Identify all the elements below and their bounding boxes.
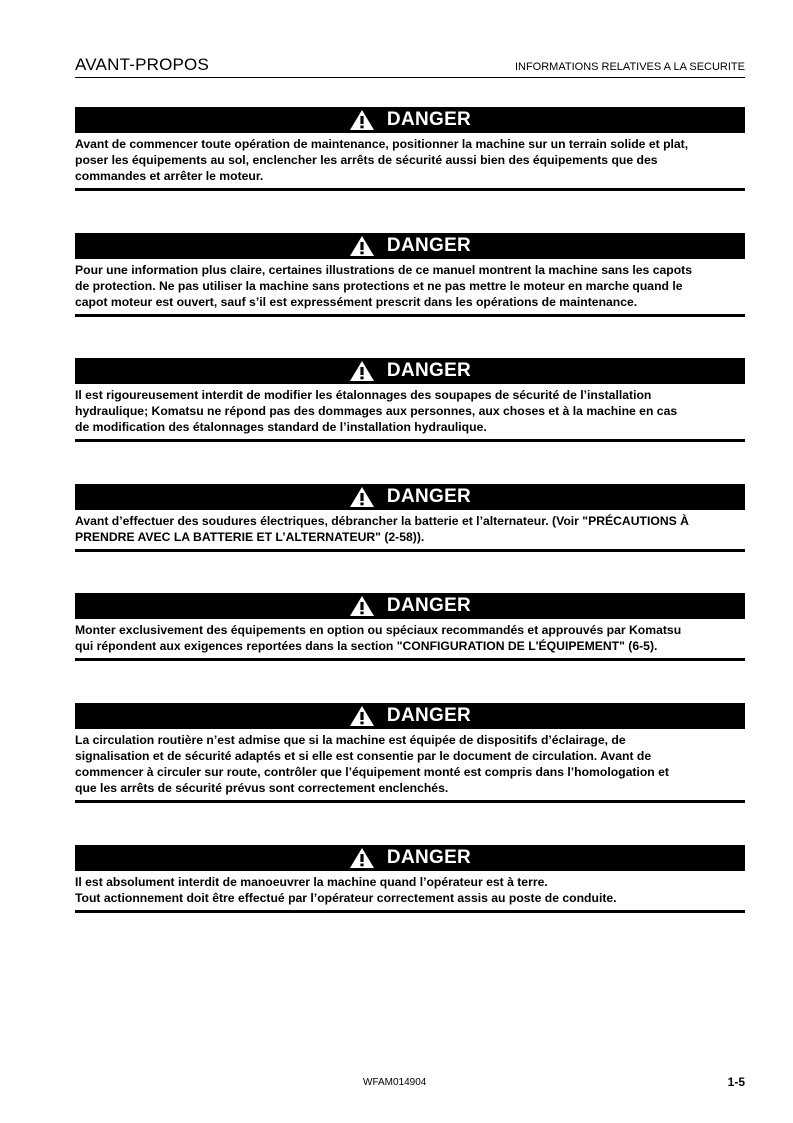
danger-notice [75, 703, 745, 803]
warning-triangle-icon [349, 847, 375, 869]
danger-title: DANGER [386, 847, 472, 868]
danger-banner [75, 358, 745, 384]
danger-bottom-rule [75, 188, 745, 191]
danger-text: Monter exclusivement des équipements en option ou spéciaux recommandés et approuvés par Komatsu qui répondent aux exigences reportées dans la section "CONFIGURATION DE L'ÉQUIPEMENT" (6-5). [75, 623, 682, 653]
danger-banner [75, 845, 745, 871]
page-number: 1-5 [727, 1075, 745, 1089]
danger-text: La circulation routière n’est admise que si la machine est équipée de dispositifs d’éclairage, de signalisation et de sécurité adaptés et si elle est consentie par le document de circulation. Avant de commencer à circuler sur route, contrôler que l’équipement monté est compris dans l’homologation et que les arrêts de sécurité prévus sont correctement enclenchés. [75, 733, 669, 795]
warning-triangle-icon [349, 360, 375, 382]
header-divider [75, 77, 745, 78]
danger-bottom-rule [75, 439, 745, 442]
warning-triangle-icon [349, 235, 375, 257]
danger-bottom-rule [75, 314, 745, 317]
danger-text: Avant d’effectuer des soudures électriques, débrancher la batterie et l’alternateur. (Voir "PRÉCAUTIONS À PRENDRE AVEC LA BATTERIE ET L’ALTERNATEUR" (2-58)). [75, 514, 689, 544]
danger-notice [75, 845, 745, 913]
warning-triangle-icon [349, 109, 375, 131]
danger-notice [75, 593, 745, 661]
danger-title: DANGER [386, 486, 472, 507]
danger-title: DANGER [386, 595, 472, 616]
danger-text: Avant de commencer toute opération de maintenance, positionner la machine sur un terrain solide et plat, poser les équipements au sol, enclencher les arrêts de sécurité aussi bien des équipements que des commandes et arrêter le moteur. [75, 137, 689, 183]
document-code: WFAM014904 [363, 1077, 427, 1088]
danger-notice [75, 484, 745, 552]
danger-banner [75, 233, 745, 259]
danger-bottom-rule [75, 549, 745, 552]
warning-triangle-icon [349, 595, 375, 617]
danger-title: DANGER [386, 705, 472, 726]
danger-title: DANGER [386, 109, 472, 130]
danger-bottom-rule [75, 658, 745, 661]
danger-bottom-rule [75, 910, 745, 913]
danger-title: DANGER [386, 235, 472, 256]
danger-text: Il est rigoureusement interdit de modifier les étalonnages des soupapes de sécurité de l’installation hydraulique; Komatsu ne répond pas des dommages aux personnes, aux choses et à la machine en cas de modification des étalonnages standard de l’installation hydraulique. [75, 388, 678, 434]
danger-text: Il est absolument interdit de manoeuvrer la machine quand l’opérateur est à terre. Tout actionnement doit être effectué par l’opérateur correctement assis au poste de conduite. [75, 875, 617, 905]
warning-triangle-icon [349, 705, 375, 727]
danger-banner [75, 593, 745, 619]
warning-triangle-icon [349, 486, 375, 508]
danger-notice [75, 358, 745, 442]
danger-title: DANGER [386, 360, 472, 381]
section-title: AVANT-PROPOS [75, 55, 210, 74]
danger-banner [75, 703, 745, 729]
danger-notice [75, 233, 745, 317]
danger-banner [75, 484, 745, 510]
danger-bottom-rule [75, 800, 745, 803]
danger-banner [75, 107, 745, 133]
subsection-title: INFORMATIONS RELATIVES A LA SECURITE [514, 61, 745, 73]
danger-text: Pour une information plus claire, certaines illustrations de ce manuel montrent la machine sans les capots de protection. Ne pas utiliser la machine sans protections et ne pas mettre le moteur en marche quand le capot moteur est ouvert, sauf s’il est expressément prescrit dans les opérations de maintenance. [75, 263, 692, 309]
danger-notice [75, 107, 745, 191]
